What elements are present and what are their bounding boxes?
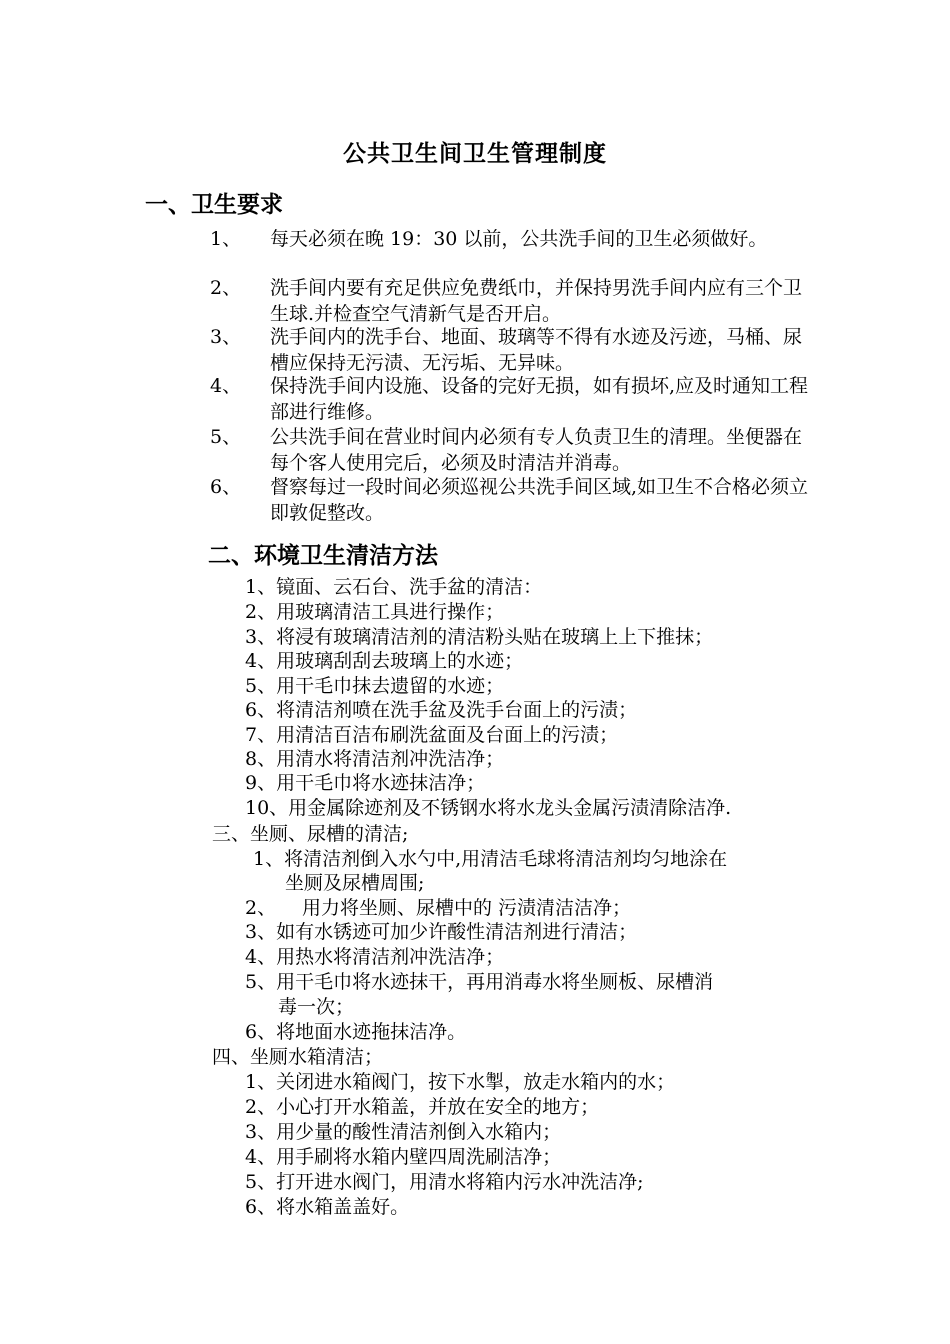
item-text: 公共洗手间在营业时间内必须有专人负责卫生的清理。坐便器在每个客人使用完后，必须及时清洁并消毒。 [270, 426, 803, 474]
item-number: 5、 [210, 426, 242, 448]
item-number: 4、 [210, 375, 242, 397]
list-item: 1、镜面、云石台、洗手盆的清洁： [245, 576, 543, 598]
list-item: 2、用玻璃清洁工具进行操作； [245, 601, 505, 623]
list-item-continued: 坐厕及尿槽周围; [285, 872, 425, 894]
list-item-continued: 毒一次； [278, 996, 355, 1018]
item-number: 2、 [210, 277, 242, 299]
list-item: 5、打开进水阀门，用清水将箱内污水冲洗洁净; [245, 1171, 644, 1193]
item-number: 6、 [210, 476, 242, 498]
section1-heading: 一、卫生要求 [145, 191, 283, 218]
item-text: 洗手间内的洗手台、地面、玻璃等不得有水迹及污迹，马桶、尿槽应保持无污渍、无污垢、无异味。 [270, 326, 803, 374]
list-item: 5、用干毛巾抹去遗留的水迹； [245, 675, 505, 697]
list-item: 2、小心打开水箱盖，并放在安全的地方； [245, 1096, 600, 1118]
document-title: 公共卫生间卫生管理制度 [343, 140, 607, 167]
list-item: 3、用少量的酸性清洁剂倒入水箱内； [245, 1121, 562, 1143]
list-item: 6、将地面水迹拖抹洁净。 [245, 1021, 467, 1043]
list-item: 1、关闭进水箱阀门，按下水掣，放走水箱内的水； [245, 1071, 676, 1093]
item-text: 保持洗手间内设施、设备的完好无损，如有损坏,应及时通知工程部进行维修。 [270, 375, 809, 423]
item-text: 督察每过一段时间必须巡视公共洗手间区域,如卫生不合格必须立即敦促整改。 [270, 476, 809, 524]
list-item: 6、将水箱盖盖好。 [245, 1196, 410, 1218]
list-item: 3、将浸有玻璃清洁剂的清洁粉头贴在玻璃上上下推抹； [245, 626, 714, 648]
section2-heading: 二、环境卫生清洁方法 [208, 542, 438, 569]
list-item: 5、用干毛巾将水迹抹干，再用消毒水将坐厕板、尿槽消 [245, 971, 714, 993]
list-item: 4、用热水将清洁剂冲洗洁净； [245, 946, 505, 968]
list-item: 4、用玻璃刮刮去玻璃上的水迹； [245, 650, 524, 672]
list-item: 4、用手刷将水箱内壁四周洗刷洁净； [245, 1146, 562, 1168]
list-item: 1、将清洁剂倒入水勺中,用清洁毛球将清洁剂均匀地涂在 [253, 848, 728, 870]
list-item: 3、如有水锈迹可加少许酸性清洁剂进行清洁； [245, 921, 638, 943]
list-item: 8、用清水将清洁剂冲洗洁净； [245, 748, 505, 770]
item-number: 3、 [210, 326, 242, 348]
item-number: 2、 [245, 897, 277, 919]
list-item: 9、用干毛巾将水迹抹洁净； [245, 772, 486, 794]
list-item: 10、用金属除迹剂及不锈钢水将水龙头金属污渍清除洁净. [245, 797, 732, 819]
section3-heading: 三、坐厕、尿槽的清洁; [212, 823, 409, 845]
list-item: 7、用清洁百洁布刷洗盆面及台面上的污渍； [245, 724, 619, 746]
list-item: 用力将坐厕、尿槽中的 污渍清洁洁净； [302, 897, 632, 919]
item-text: 每天必须在晚 19：30 以前，公共洗手间的卫生必须做好。 [270, 228, 768, 250]
section4-heading: 四、坐厕水箱清洁； [212, 1046, 384, 1068]
list-item: 6、将清洁剂喷在洗手盆及洗手台面上的污渍； [245, 699, 638, 721]
item-text: 洗手间内要有充足供应免费纸巾，并保持男洗手间内应有三个卫生球.并检查空气清新气是否开启。 [270, 277, 803, 325]
item-number: 1、 [210, 228, 242, 250]
